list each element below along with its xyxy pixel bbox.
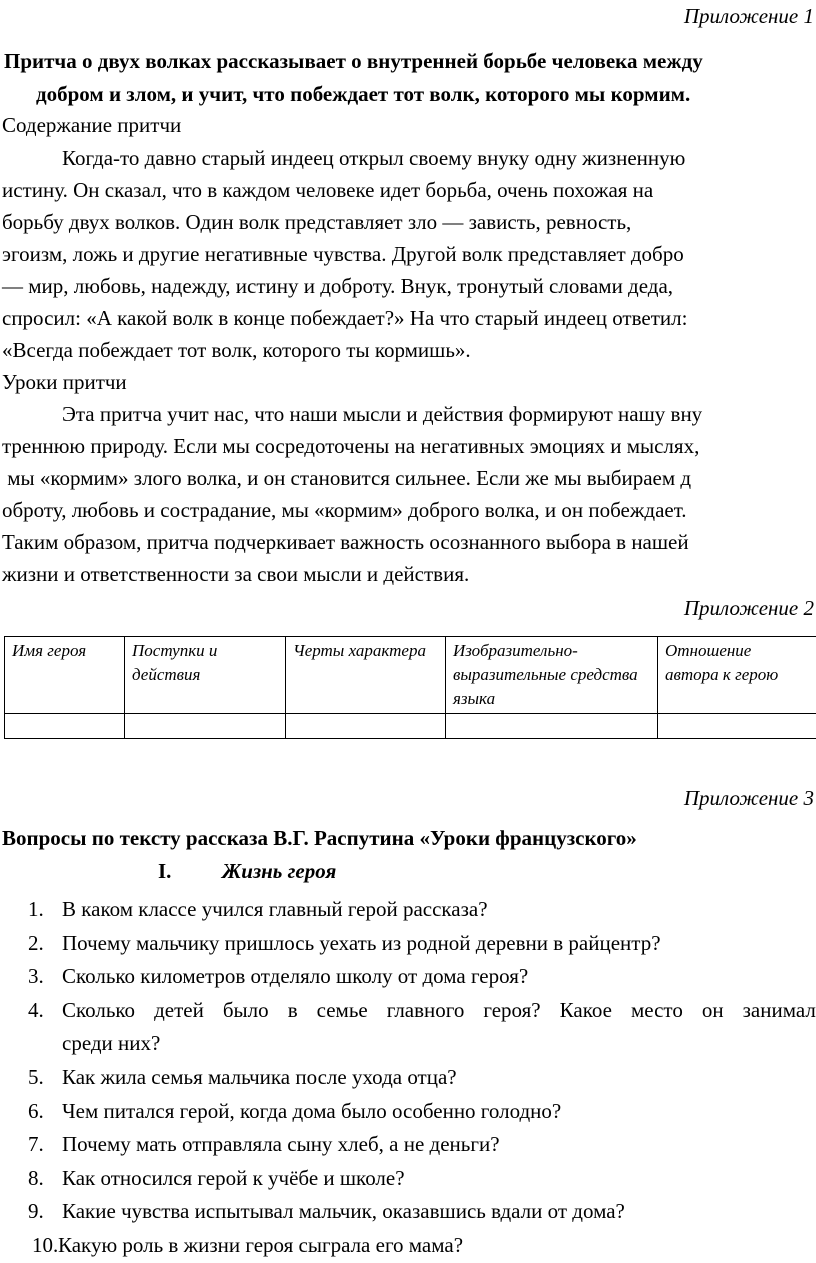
question-text-part: детей bbox=[154, 994, 204, 1028]
question-number: 4. bbox=[28, 994, 44, 1028]
question-text: В каком классе учился главный герой рассказа? bbox=[62, 897, 488, 921]
list-item bbox=[0, 927, 816, 961]
list-item bbox=[0, 1128, 816, 1162]
table-cell bbox=[125, 714, 286, 739]
question-number: 10. bbox=[32, 1229, 58, 1263]
question-text: Почему мальчику пришлось уехать из родной деревни в райцентр? bbox=[62, 931, 661, 955]
table-header-cell: Отношение автора к герою bbox=[658, 637, 816, 714]
question-text-part: героя? bbox=[483, 994, 540, 1028]
question-text-part: Сколько bbox=[62, 994, 135, 1028]
content-section-title: Содержание притчи bbox=[2, 115, 181, 136]
list-item bbox=[0, 1061, 816, 1095]
lessons-paragraph-line: оброту, любовь и сострадание, мы «кормим» доброго волка, и он побеждает. bbox=[2, 500, 687, 521]
lessons-paragraph-line: Эта притча учит нас, что наши мысли и действия формируют нашу вну bbox=[62, 404, 702, 425]
appendix-1-label: Приложение 1 bbox=[684, 6, 814, 27]
question-text-part: главного bbox=[387, 994, 465, 1028]
section-title: Жизнь героя bbox=[222, 861, 336, 882]
table-cell bbox=[286, 714, 446, 739]
list-item bbox=[0, 1195, 816, 1229]
content-paragraph-line: — мир, любовь, надежду, истину и доброту. Внук, тронутый словами деда, bbox=[2, 276, 673, 297]
table-cell bbox=[658, 714, 816, 739]
question-number: 7. bbox=[28, 1128, 44, 1162]
content-paragraph-line: спросил: «А какой волк в конце побеждает?» На что старый индеец ответил: bbox=[2, 308, 687, 329]
question-text-part: семье bbox=[317, 994, 368, 1028]
table-header-cell: Изобразительно-выразительные средства языка bbox=[446, 637, 658, 714]
section-number: I. bbox=[158, 861, 171, 882]
question-text-part: Какое bbox=[560, 994, 612, 1028]
question-number: 9. bbox=[28, 1195, 44, 1229]
list-item bbox=[0, 1162, 816, 1196]
content-paragraph-line: эгоизм, ложь и другие негативные чувства. Другой волк представляет добро bbox=[2, 244, 684, 265]
table-row bbox=[5, 714, 816, 739]
lessons-paragraph-line: Таким образом, притча подчеркивает важность осознанного выбора в нашей bbox=[2, 532, 689, 553]
table-cell bbox=[5, 714, 125, 739]
question-number: 3. bbox=[28, 960, 44, 994]
table-cell bbox=[446, 714, 658, 739]
parable-heading-line-2: добром и злом, и учит, что побеждает тот волк, которого мы кормим. bbox=[36, 84, 690, 105]
question-number: 8. bbox=[28, 1162, 44, 1196]
table-header-cell: Черты характера bbox=[286, 637, 446, 714]
questions-title: Вопросы по тексту рассказа В.Г. Распутина «Уроки французского» bbox=[2, 828, 637, 849]
table-header-row bbox=[5, 637, 816, 714]
list-item bbox=[0, 960, 816, 994]
content-paragraph-line: Когда-то давно старый индеец открыл своему внуку одну жизненную bbox=[62, 148, 685, 169]
lessons-paragraph-line: мы «кормим» злого волка, и он становится сильнее. Если же мы выбираем д bbox=[2, 468, 691, 489]
question-number: 6. bbox=[28, 1095, 44, 1129]
hero-analysis-table bbox=[4, 636, 816, 739]
question-text-continuation: среди них? bbox=[62, 1027, 816, 1061]
question-number: 1. bbox=[28, 893, 44, 927]
appendix-3-label: Приложение 3 bbox=[684, 788, 814, 809]
question-text-part: в bbox=[288, 994, 298, 1028]
question-text: Какие чувства испытывал мальчик, оказавшись вдали от дома? bbox=[62, 1199, 625, 1223]
question-number: 2. bbox=[28, 927, 44, 961]
question-text: Как жила семья мальчика после ухода отца? bbox=[62, 1065, 457, 1089]
question-text: Какую роль в жизни героя сыграла его мама? bbox=[58, 1233, 463, 1257]
table-header-cell: Имя героя bbox=[5, 637, 125, 714]
question-text: Как относился герой к учёбе и школе? bbox=[62, 1166, 405, 1190]
list-item bbox=[0, 994, 816, 1061]
list-item bbox=[0, 1229, 816, 1263]
lessons-paragraph-line: жизни и ответственности за свои мысли и действия. bbox=[2, 564, 469, 585]
lessons-section-title: Уроки притчи bbox=[2, 372, 127, 393]
question-text-part: место bbox=[631, 994, 683, 1028]
content-paragraph-line: истину. Он сказал, что в каждом человеке идет борьба, очень похожая на bbox=[2, 180, 653, 201]
content-paragraph-line: борьбу двух волков. Один волк представляет зло — зависть, ревность, bbox=[2, 212, 631, 233]
content-paragraph-line: «Всегда побеждает тот волк, которого ты кормишь». bbox=[2, 340, 471, 361]
questions-list bbox=[0, 893, 816, 1263]
lessons-paragraph-line: треннюю природу. Если мы сосредоточены на негативных эмоциях и мыслях, bbox=[2, 436, 699, 457]
table-header-cell: Поступки и действия bbox=[125, 637, 286, 714]
question-text: Сколько километров отделяло школу от дома героя? bbox=[62, 964, 528, 988]
question-text-part: было bbox=[223, 994, 269, 1028]
parable-heading-line-1: Притча о двух волках рассказывает о внутренней борьбе человека между bbox=[4, 51, 703, 72]
question-number: 5. bbox=[28, 1061, 44, 1095]
question-text-justified bbox=[62, 994, 816, 1028]
question-text: Почему мать отправляла сыну хлеб, а не деньги? bbox=[62, 1132, 500, 1156]
question-text-part: занимал bbox=[743, 994, 816, 1028]
list-item bbox=[0, 893, 816, 927]
list-item bbox=[0, 1095, 816, 1129]
question-text: Чем питался герой, когда дома было особенно голодно? bbox=[62, 1099, 561, 1123]
question-text-part: он bbox=[702, 994, 724, 1028]
appendix-2-label: Приложение 2 bbox=[684, 598, 814, 619]
